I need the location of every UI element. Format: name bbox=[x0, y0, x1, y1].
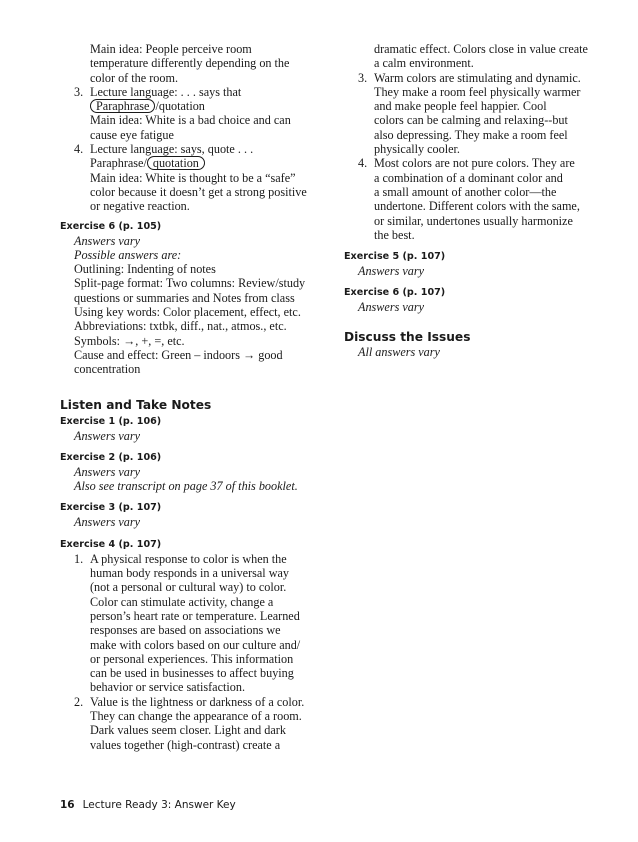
page-footer bbox=[60, 799, 236, 811]
exercise-4-item-1: 1. A physical response to color is when the human body responds in a universal way (not a personal or cultural way) to color. Color can stimulate activity, change a person’s heart rate or temperature. Learned responses are based on associations we make with colors based on our culture and/ or personal experiences. This information can be used in businesses to affect buying behavior or service satisfaction. bbox=[74, 551, 301, 695]
exercise-2-note: Also see transcript on page 37 of this booklet. bbox=[74, 479, 298, 494]
exercise-5-answer: Answers vary bbox=[358, 264, 425, 279]
exercise-6-body: Answers vary Possible answers are: Outlining: Indenting of notes Split-page format: Two columns: Review/study questions or summaries and Notes from class Using key words: Color placement, effect, etc. Abbreviations: txtbk, diff., nat., atmos., etc. Symbols: →, +, =, etc. Cause and effect: Green – indoors → good concentration bbox=[74, 233, 306, 377]
exercise-2-answer: Answers vary bbox=[74, 464, 141, 479]
item-2-continuation: dramatic effect. Colors close in value create a calm environment. bbox=[374, 42, 588, 71]
exercise-4-heading: Exercise 4 (p. 107) bbox=[60, 538, 162, 550]
exercise-1-answer: Answers vary bbox=[74, 428, 141, 443]
list-item-3: 3. Lecture language: . . . says that Paraphrase /quotation Main idea: White is a bad choice and can cause eye fatigue bbox=[60, 85, 332, 142]
footer-title: Lecture Ready 3: Answer Key bbox=[82, 799, 236, 811]
paraphrase-quotation-choice: Paraphrase /quotation bbox=[90, 99, 332, 113]
main-idea-temperature: Main idea: People perceive room temperature differently depending on the color of the room. bbox=[90, 42, 290, 85]
exercise-3-heading: Exercise 3 (p. 107) bbox=[60, 502, 162, 514]
exercise-4-item-4: 4. Most colors are not pure colors. They are a combination of a dominant color and a small amount of another color—the undertone. Different colors with the same, or similar, undertones usually harmonize the best. bbox=[358, 156, 580, 242]
paraphrase-quotation-choice: Paraphrase/ quotation bbox=[90, 156, 332, 170]
exercise-1-heading: Exercise 1 (p. 106) bbox=[60, 415, 162, 427]
page-number: 16 bbox=[60, 799, 75, 811]
discuss-section-heading: Discuss the Issues bbox=[344, 329, 471, 344]
left-column bbox=[60, 42, 332, 752]
exercise-4-item-3: 3. Warm colors are stimulating and dynamic. They make a room feel physically warmer and make people feel happier. Cool colors can be calming and relaxing--but also depressing. They make a room feel physically cooler. bbox=[358, 70, 581, 157]
exercise-6-heading: Exercise 6 (p. 105) bbox=[60, 220, 162, 232]
right-column bbox=[344, 42, 606, 359]
circled-quotation: quotation bbox=[147, 156, 205, 170]
exercise-6-heading-right: Exercise 6 (p. 107) bbox=[344, 287, 446, 299]
exercise-3-answer: Answers vary bbox=[74, 515, 141, 530]
listen-section-heading: Listen and Take Notes bbox=[60, 397, 212, 412]
exercise-4-item-2: 2. Value is the lightness or darkness of a color. They can change the appearance of a room. Dark values seem closer. Light and dark values together (high-contrast) create a bbox=[74, 694, 305, 752]
exercise-6-answer-right: Answers vary bbox=[358, 300, 425, 315]
discuss-answer: All answers vary bbox=[358, 344, 440, 359]
exercise-2-heading: Exercise 2 (p. 106) bbox=[60, 451, 162, 463]
exercise-5-heading: Exercise 5 (p. 107) bbox=[344, 251, 446, 263]
list-item-4: 4. Lecture language: says, quote . . . Paraphrase/ quotation Main idea: White is thought to be a “safe” color because it doesn’t get a strong positive or negative reaction. bbox=[60, 142, 332, 213]
circled-paraphrase: Paraphrase bbox=[90, 99, 155, 113]
